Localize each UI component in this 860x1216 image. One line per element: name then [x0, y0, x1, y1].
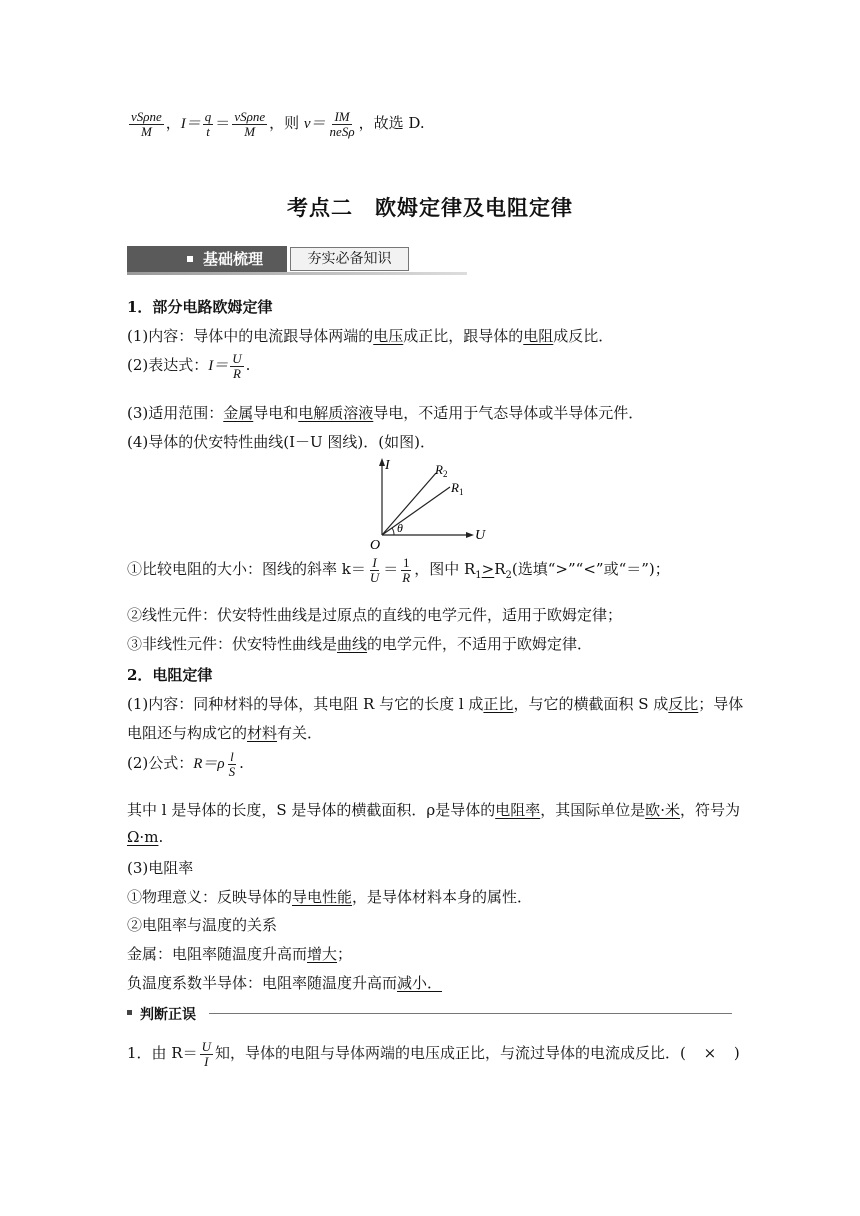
nonlinear-element-line: ③非线性元件：伏安特性曲线是曲线的电学元件，不适用于欧姆定律． [127, 635, 593, 653]
resistivity-unit-line: Ω·m. [127, 828, 164, 846]
resistance-content-line-2: 电阻还与构成它的材料有关． [127, 724, 323, 742]
fraction: $\frac{I}{U}$ [369, 555, 380, 585]
temperature-relation-line: ②电阻率与温度的关系 [127, 916, 278, 934]
r1-label: $R_1$ [451, 480, 464, 497]
resistance-content-line-1: (1)内容：同种材料的导体，其电阻 R 与它的长度 l 成正比，与它的横截面积 S 成反比；导体 [127, 695, 744, 713]
r2-label: $R_2$ [435, 462, 448, 479]
ohm-scope-line: (3)适用范围：金属导电和电解质溶液导电，不适用于气态导体或半导体元件． [127, 404, 644, 422]
origin-label: O [370, 538, 381, 551]
section-title: 考点二 欧姆定律及电阻定律 [287, 195, 573, 220]
fraction: $\frac{q}{t}$ [204, 109, 212, 139]
section-banner [127, 245, 467, 275]
ohm-expression-line: (2)表达式：I＝ $\frac{U}{R}$ . [127, 351, 251, 381]
top-formula-line: $\frac{\text{vSρne}}{M}$ ，I＝ $\frac{q}{t}$ ＝ $\frac{\text{vSρne}}{M}$ ，则 v＝ $\frac{IM}{\text{neSρ}}$ ，故选 D. [131, 109, 425, 139]
fraction: $\frac{l}{S}$ [228, 749, 236, 779]
metal-line: 金属：电阻率随温度升高而增大； [127, 945, 353, 963]
r1-line [382, 487, 450, 535]
fraction: $\frac{\text{vSρne}}{M}$ [131, 109, 162, 139]
fraction: $\frac{U}{I}$ [201, 1039, 211, 1069]
fraction: $\frac{U}{R}$ [232, 351, 242, 381]
semiconductor-line: 负温度系数半导体：电阻率随温度升高而减小． [127, 974, 443, 992]
judge-section-header: 判断正误 [127, 1005, 732, 1021]
iu-graph [368, 455, 498, 551]
compare-resistance-line: ①比较电阻的大小：图线的斜率 k＝ $\frac{I}{U}$ ＝ $\frac{1}{R}$ ，图中 $R_1>R_2$(选填“>”“<”或“＝”)； [127, 555, 670, 585]
theta-arc [392, 528, 394, 535]
linear-element-line: ②线性元件：伏安特性曲线是过原点的直线的电学元件，适用于欧姆定律； [127, 606, 623, 624]
ohm-heading: 1．部分电路欧姆定律 [127, 298, 273, 316]
fraction: $\frac{1}{R}$ [402, 555, 411, 585]
fraction: $\frac{IM}{\text{neSρ}}$ [329, 109, 355, 139]
theta-label: θ [397, 521, 403, 535]
fraction: $\frac{\text{vSρne}}{M}$ [234, 109, 266, 139]
r2-line [382, 473, 436, 535]
square-bullet-icon [187, 256, 193, 262]
resistivity-definition-line: 其中 l 是导体的长度，S 是导体的横截面积．ρ是导体的电阻率，其国际单位是欧·米，符号为 [127, 801, 741, 819]
answer-mark: × [703, 1044, 717, 1063]
x-axis-arrow-icon [466, 532, 474, 538]
physical-meaning-line: ①物理意义：反映导体的导电性能，是导体材料本身的属性． [127, 888, 533, 906]
square-bullet-icon [127, 1010, 132, 1015]
resistance-law-heading: 2．电阻定律 [127, 666, 213, 684]
x-axis-label: U [475, 528, 486, 543]
y-axis-label: I [385, 458, 390, 473]
resistance-formula-line: (2)公式：R＝ρ $\frac{l}{S}$ . [127, 749, 244, 779]
banner-label: 基础梳理 [127, 246, 287, 272]
banner-underline [127, 272, 467, 275]
ohm-content-line: (1)内容：导体中的电流跟导体两端的电压成正比，跟导体的电阻成反比． [127, 327, 614, 345]
divider [209, 1013, 732, 1014]
ohm-curve-line: (4)导体的伏安特性曲线(I－U 图线)．(如图)． [127, 433, 435, 451]
resistivity-heading: (3)电阻率 [127, 859, 194, 877]
banner-subtitle: 夯实必备知识 [290, 247, 409, 271]
judge-question-1: 1．由 R＝ $\frac{U}{I}$ 知，导体的电阻与导体两端的电压成正比，与流过导体的电流成反比．( × ) [127, 1039, 740, 1069]
